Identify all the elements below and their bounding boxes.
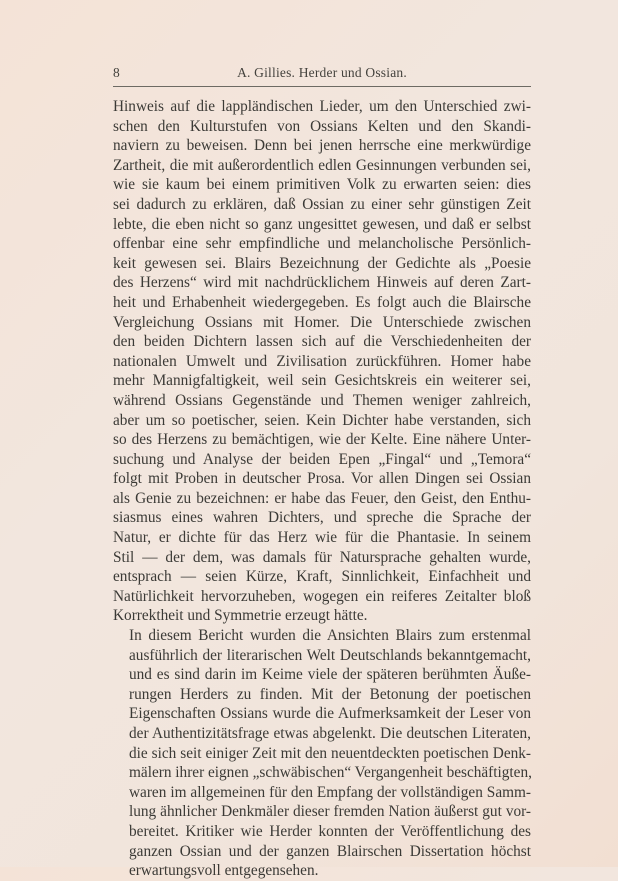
text-line: siasmus eines wahren Dichters, und spreche die Sprache der [113, 509, 531, 527]
text-line: rungen Herders zu finden. Mit der Betonung der poetischen [129, 685, 531, 703]
body-text [113, 97, 531, 881]
text-line: entsprach — seien Kürze, Kraft, Sinnlichkeit, Einfachheit und [113, 568, 531, 586]
text-line: Stil — der dem, was damals für Natursprache gehalten wurde, [113, 548, 531, 566]
text-line: als Genie zu bezeichnen: er habe das Feuer, den Geist, den Enthu- [113, 489, 531, 507]
text-line: wie sie kaum bei einem primitiven Volk zu erwarten seien: dies [113, 176, 531, 194]
text-line: keit gewesen sei. Blairs Bezeichnung der Gedichte als „Poesie [113, 254, 531, 272]
text-line: die sich seit einiger Zeit mit den neuentdeckten poetischen Denk- [129, 744, 531, 762]
text-line: Natur, er dichte für das Herz wie für die Phantasie. In seinem [113, 529, 531, 547]
text-line: sei dadurch zu erklären, daß Ossian zu einer sehr günstigen Zeit [113, 195, 531, 213]
text-line: Natürlichkeit hervorzuheben, wogegen ein reiferes Zeitalter bloß [113, 587, 531, 605]
text-line: In diesem Bericht wurden die Ansichten Blairs zum erstenmal [129, 627, 531, 645]
text-line: naviern zu beweisen. Denn bei jenen herrsche eine merkwürdige [113, 137, 531, 155]
page-number: 8 [113, 65, 120, 80]
text-line: schen den Kulturstufen von Ossians Kelten und den Skandi- [113, 117, 531, 135]
text-line: so des Herzens zu bemächtigen, wie der Kelte. Eine nähere Unter- [113, 431, 531, 449]
text-line: der Authentizitätsfrage etwas abgelenkt. Die deutschen Literaten, [129, 725, 531, 742]
text-line: Eigenschaften Ossians wurde die Aufmerksamkeit der Leser von [129, 705, 531, 723]
text-line: folgt mit Proben in deutscher Prosa. Vor allen Dingen sei Ossian [113, 470, 531, 488]
text-line: nationalen Umwelt und Zivilisation zurückführen. Homer habe [113, 352, 531, 370]
running-title: A. Gillies. Herder und Ossian. [237, 65, 407, 80]
paragraph [113, 626, 531, 881]
book-page [113, 62, 531, 881]
text-line: des Herzens“ wird mit nachdrücklichem Hinweis auf deren Zart- [113, 274, 531, 292]
text-line: lebte, die eben nicht so ganz ungesittet gewesen, und daß er selbst [113, 215, 531, 233]
text-line: Hinweis auf die lappländischen Lieder, um den Unterschied zwi- [113, 98, 531, 115]
text-line: Vergleichung Ossians mit Homer. Die Unterschiede zwischen [113, 313, 531, 331]
text-line: lung ähnlicher Denkmäler dieser fremden Nation äußerst gut vor- [129, 803, 531, 821]
text-line: und es sind darin im Keime viele der späteren berühmten Äuße- [129, 666, 531, 684]
text-line: erwartungsvoll entgegensehen. [129, 862, 319, 880]
text-line: mälern ihrer eignen „schwäbischen“ Vergangenheit beschäftigten, [129, 764, 532, 782]
text-line: aber um so poetischer, seien. Kein Dichter habe verstanden, sich [113, 411, 531, 429]
text-line: waren im allgemeinen für den Empfang der vollständigen Samm- [129, 783, 531, 801]
text-line: den beiden Dichtern lassen sich auf die Verschiedenheiten der [113, 333, 531, 351]
text-line: ausführlich der literarischen Welt Deutschlands bekanntgemacht, [129, 646, 531, 664]
text-line: offenbar eine sehr empfindliche und melancholische Persönlich- [113, 235, 531, 253]
text-line: mehr Mannigfaltigkeit, weil sein Gesichtskreis ein weiterer sei, [113, 372, 531, 390]
text-line: heit und Erhabenheit wiedergegeben. Es folgt auch die Blairsche [113, 293, 531, 311]
paragraph [113, 97, 531, 626]
text-line: Korrektheit und Symmetrie erzeugt hätte. [113, 607, 368, 625]
header-rule [113, 86, 531, 87]
text-line: bereitet. Kritiker wie Herder konnten der Veröffentlichung des [129, 822, 531, 840]
text-line: während Ossians Gegenstände und Themen weniger zahlreich, [113, 391, 531, 409]
text-line: suchung und Analyse der beiden Epen „Fingal“ und „Temora“ [113, 450, 531, 468]
text-line: ganzen Ossian und der ganzen Blairschen Dissertation höchst [129, 842, 531, 860]
text-line: Zartheit, die mit außerordentlich edlen Gesinnungen verbunden sei, [113, 156, 531, 174]
running-head [113, 62, 531, 84]
